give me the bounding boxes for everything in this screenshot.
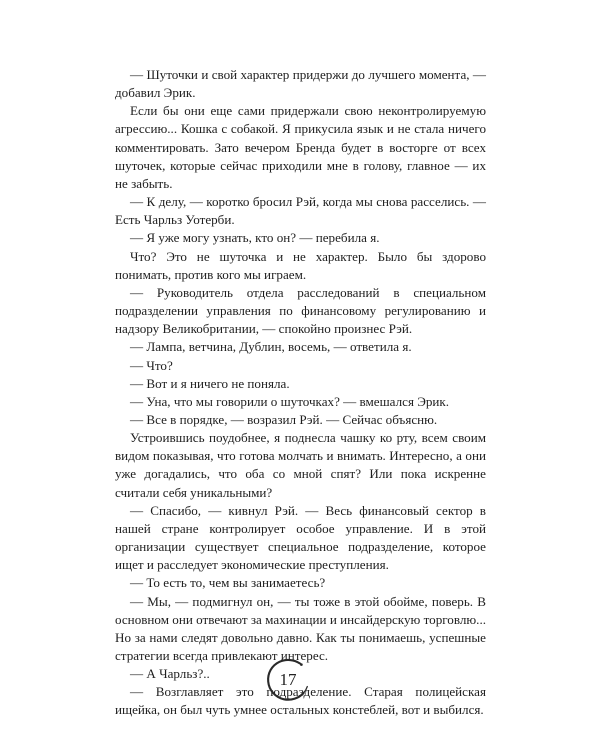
paragraph: — Мы, — подмигнул он, — ты тоже в этой обойме, поверь. В основном они отвечают за махинации и инсайдерскую торговлю... Но за нами следят довольно давно. Как ты понимаешь, успешные стратегии всегда привлекают интерес.	[115, 593, 486, 663]
paragraph: Устроившись поудобнее, я поднесла чашку ко рту, всем своим видом показывая, что готова молчать и внимать. Интересно, а они уже догадались, что оба со мной спят? Или пока искренне считали себя уникальными?	[115, 430, 486, 500]
paragraph: — То есть то, чем вы занимаетесь?	[130, 575, 326, 591]
paragraph: — Лампа, ветчина, Дублин, восемь, — ответила я.	[130, 339, 412, 355]
paragraph: — Уна, что мы говорили о шуточках? — вмешался Эрик.	[130, 393, 450, 409]
paragraph: Если бы они еще сами придержали свою неконтролируемую агрессию... Кошка с собакой. Я прикусила язык и не стала ничего комментировать. Зато вечером Бренда будет в восторге от всех шуточек, которые сейчас приходили мне в голову, главное — их не забыть.	[115, 103, 486, 191]
paragraph: — Все в порядке, — возразил Рэй. — Сейчас объясню.	[130, 411, 438, 427]
paragraph: — Вот и я ничего не поняла.	[130, 375, 290, 391]
page-number	[265, 657, 311, 703]
page-text	[115, 66, 486, 720]
paragraph: — Спасибо, — кивнул Рэй. — Весь финансовый сектор в нашей стране контролирует особое управление. И в этой организации существует специальное подразделение, которое ищет и расследует экономические преступления.	[115, 502, 486, 573]
paragraph: — Возглавляет это подразделение. Старая полицейская ищейка, он был чуть умнее остальных констеблей, вот и выбился.	[115, 684, 486, 718]
paragraph: Что? Это не шуточка и не характер. Было бы здорово понимать, против кого мы играем.	[115, 248, 486, 282]
paragraph: — Я уже могу узнать, кто он? — перебила я.	[130, 230, 380, 246]
page-number-label: 17	[279, 670, 297, 689]
paragraph: — А Чарльз?..	[130, 666, 210, 682]
paragraph: — Руководитель отдела расследований в специальном подразделении управления по финансовому регулированию и надзору Великобритании, — спокойно произнес Рэй.	[115, 284, 486, 337]
paragraph: — Шуточки и свой характер придержи до лучшего момента, — добавил Эрик.	[115, 67, 486, 101]
paragraph: — К делу, — коротко бросил Рэй, когда мы снова расселись. — Есть Чарльз Уотерби.	[115, 194, 486, 228]
paragraph: — Что?	[130, 357, 173, 373]
